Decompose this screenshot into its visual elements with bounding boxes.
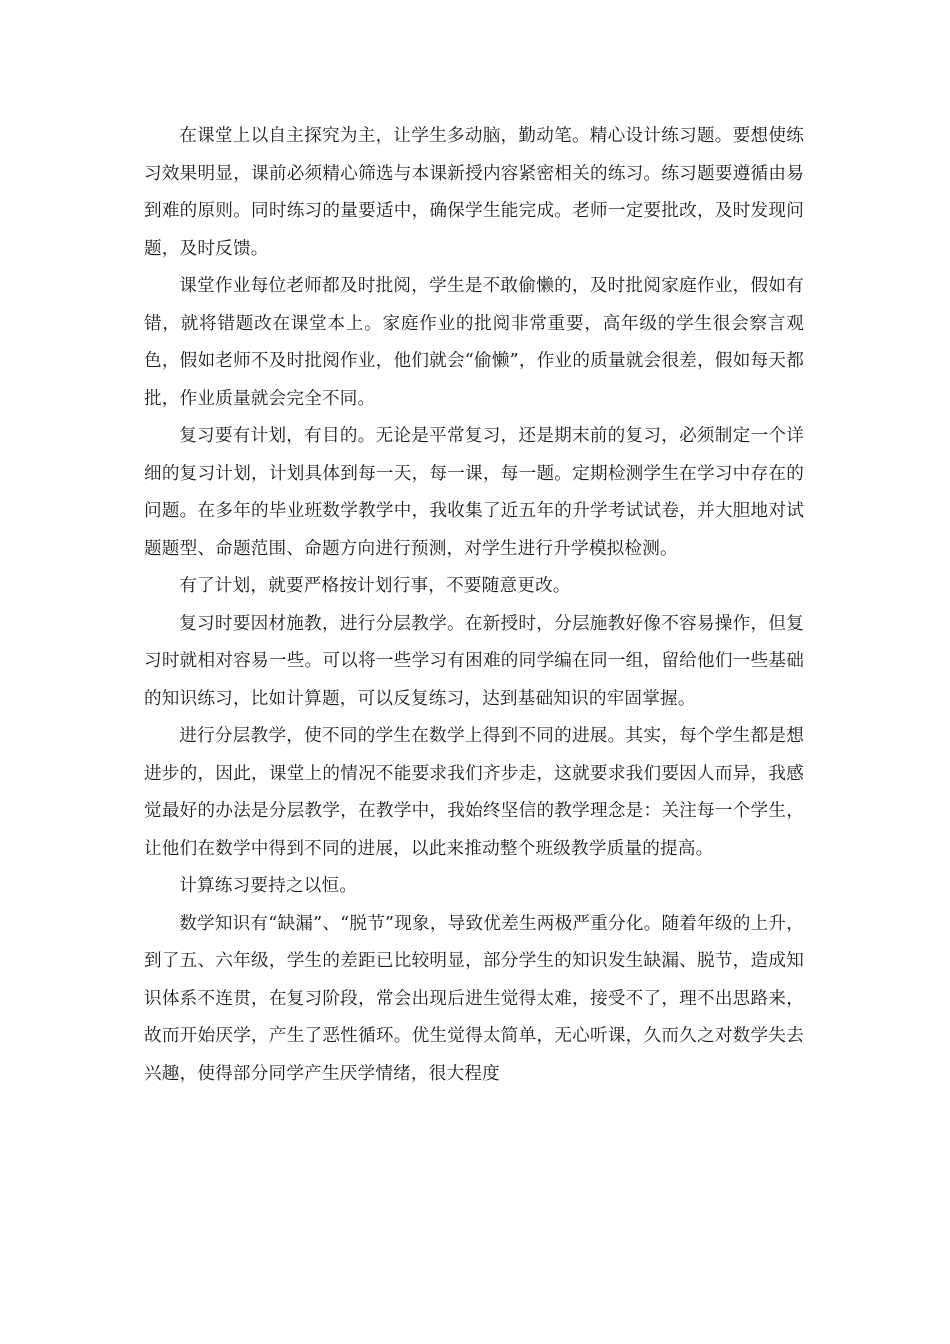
paragraph-tiered-teaching: 进行分层教学，使不同的学生在数学上得到不同的进展。其实，每个学生都是想进步的，因此，课堂上的情况不能要求我们齐步走，这就要求我们要因人而异，我感觉最好的办法是分层教学，在教学中，我始终坚信的教学理念是：关注每一个学生，让他们在数学中得到不同的进展，以此来推动整个班级教学质量的提高。 [144, 726, 804, 859]
paragraph-review-plan: 复习要有计划，有目的。无论是平常复习，还是期末前的复习，必须制定一个详细的复习计划，计划具体到每一天，每一课，每一题。定期检测学生在学习中存在的问题。在多年的毕业班数学教学中，我收集了近五年的升学考试试卷，并大胆地对试题题型、命题范围、命题方向进行预测，对学生进行升学模拟检测。 [144, 426, 804, 559]
paragraph-practice-design: 在课堂上以自主探究为主，让学生多动脑，勤动笔。精心设计练习题。要想使练习效果明显，课前必须精心筛选与本课新授内容紧密相关的练习。练习题要遵循由易到难的原则。同时练习的量要适中，确保学生能完成。老师一定要批改，及时发现问题，及时反馈。 [144, 126, 804, 259]
paragraph-homework-review: 课堂作业每位老师都及时批阅，学生是不敢偷懒的，及时批阅家庭作业，假如有错，就将错题改在课堂本上。家庭作业的批阅非常重要，高年级的学生很会察言观色，假如老师不及时批阅作业，他们就会“偷懒”，作业的质量就会很差，假如每天都批，作业质量就会完全不同。 [144, 276, 804, 409]
paragraph-tiered-review: 复习时要因材施教，进行分层教学。在新授时，分层施教好像不容易操作，但复习时就相对容易一些。可以将一些学习有困难的同学编在同一组，留给他们一些基础的知识练习，比如计算题，可以反复练习，达到基础知识的牢固掌握。 [144, 613, 804, 709]
paragraph-follow-plan: 有了计划，就要严格按计划行事，不要随意更改。 [179, 576, 571, 596]
paragraph-calculation-practice: 计算练习要持之以恒。 [179, 876, 358, 896]
paragraph-knowledge-gaps: 数学知识有“缺漏”、“脱节”现象，导致优差生两极严重分化。随着年级的上升，到了五、六年级，学生的差距已比较明显，部分学生的知识发生缺漏、脱节，造成知识体系不连贯，在复习阶段，常会出现后进生觉得太难，接受不了，理不出思路来，故而开始厌学，产生了恶性循环。优生觉得太简单，无心听课，久而久之对数学失去兴趣，使得部分同学产生厌学情绪，很大程度 [144, 913, 804, 1084]
document-page [144, 118, 804, 1093]
